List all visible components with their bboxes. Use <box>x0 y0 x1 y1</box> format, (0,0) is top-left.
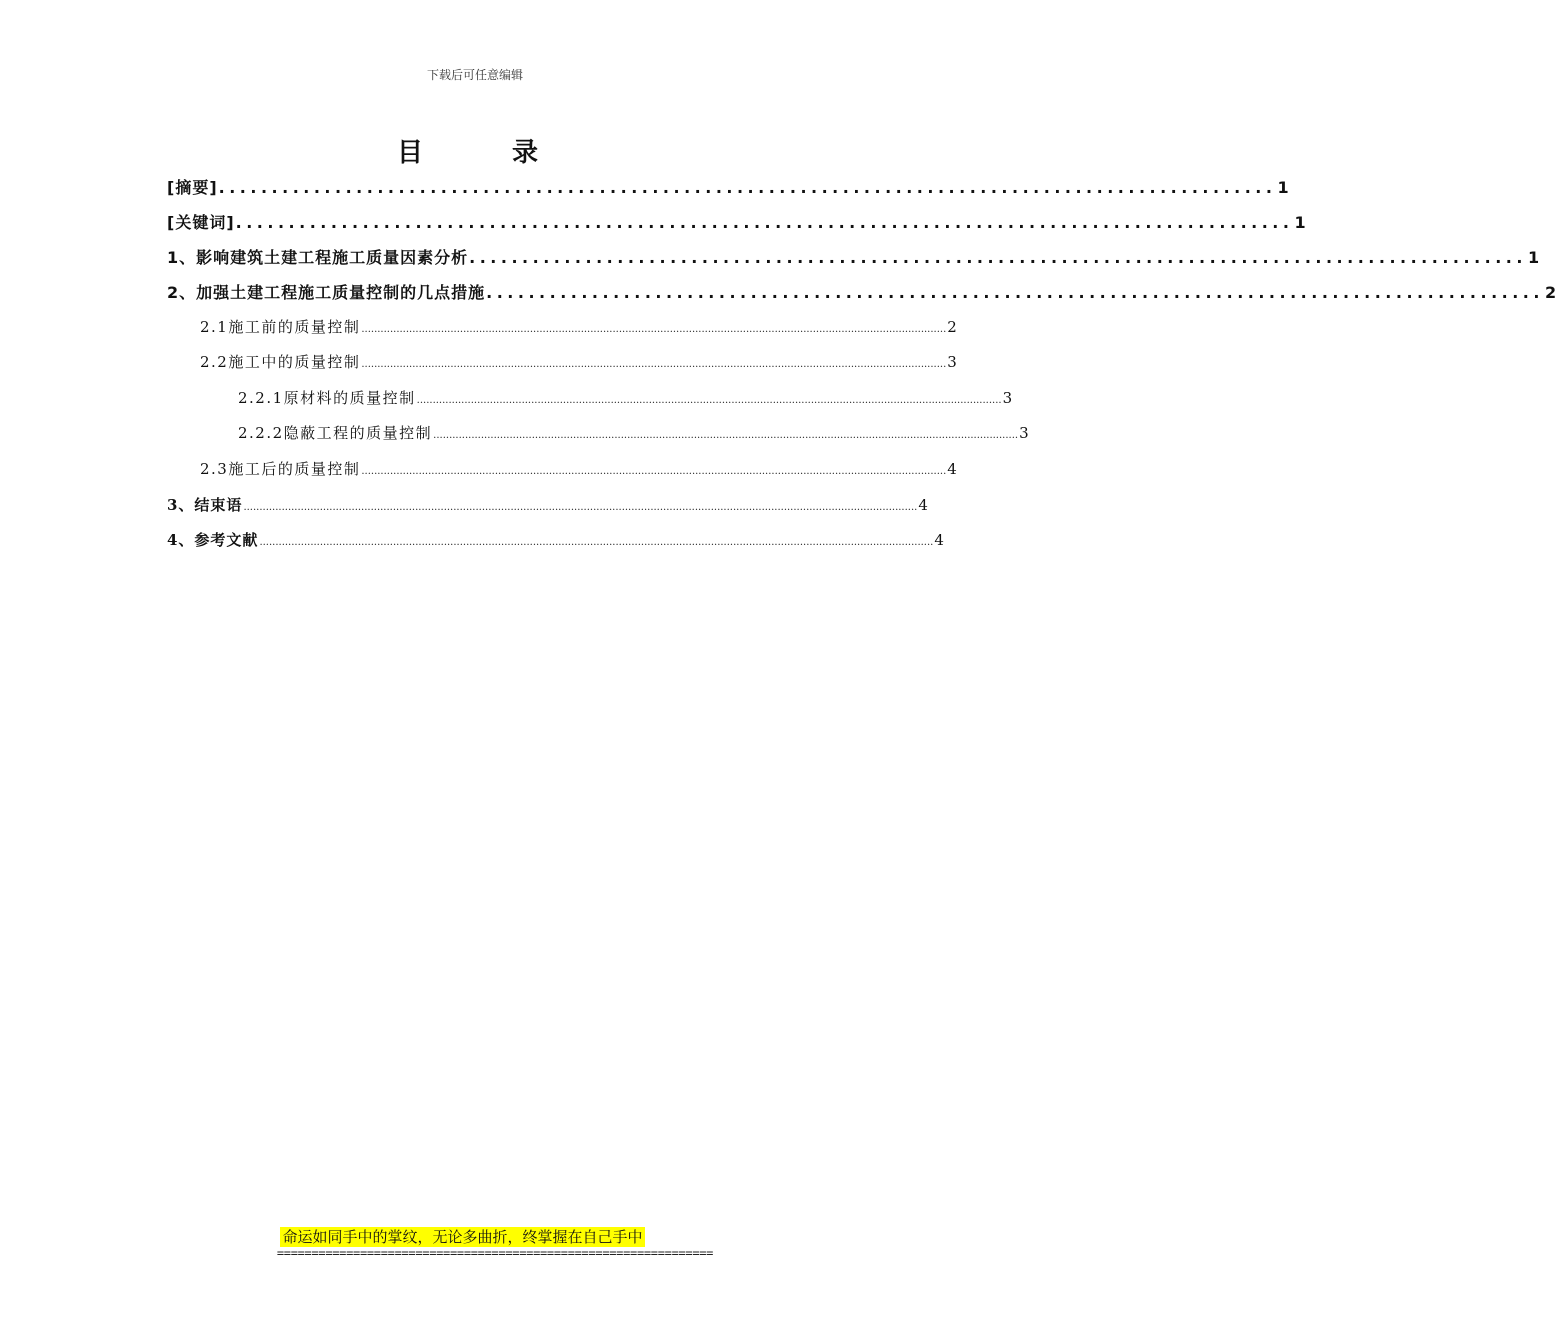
footer-motto <box>0 1226 925 1247</box>
toc-entry-section-2-1[interactable] <box>200 316 959 337</box>
footer-rule: =============================================================== <box>276 1246 714 1260</box>
toc-entry-page: 3 <box>947 353 959 371</box>
toc-entry-abstract[interactable] <box>167 175 1290 198</box>
toc-entry-section-2[interactable] <box>167 280 1557 303</box>
toc-entry-page: 2 <box>947 318 959 336</box>
toc-entry-page: 2 <box>1544 283 1557 302</box>
toc-entry-section-2-2-2[interactable] <box>238 422 1031 443</box>
dot-leader: ........................................................................................................................................................................................ <box>361 359 947 370</box>
toc-entry-label: 2.1施工前的质量控制 <box>200 318 361 336</box>
toc-entry-section-2-2[interactable] <box>200 351 959 372</box>
toc-entry-label: [关键词] <box>167 213 235 232</box>
toc-entry-label: 4、参考文献 <box>167 531 259 549</box>
toc-entry-section-2-3[interactable] <box>200 458 959 479</box>
dot-leader: .................................................................................................... <box>218 178 1277 197</box>
toc-entry-label: 2.3施工后的质量控制 <box>200 460 361 478</box>
dot-leader: ........................................................................................................................................................................................ <box>433 430 1019 441</box>
dot-leader: .................................................................................................... <box>469 248 1527 267</box>
toc-entry-section-3[interactable] <box>167 494 929 515</box>
dot-leader: ........................................................................................................................................................................................ <box>361 324 947 335</box>
toc-entry-page: 1 <box>1527 248 1541 267</box>
toc-entry-section-4[interactable] <box>167 529 945 550</box>
toc-entry-label: [摘要] <box>167 178 218 197</box>
toc-entry-label: 3、结束语 <box>167 496 243 514</box>
footer-motto-text: 命运如同手中的掌纹，无论多曲折，终掌握在自己手中 <box>282 1228 643 1246</box>
toc-entry-keywords[interactable] <box>167 210 1307 233</box>
toc-entry-page: 1 <box>1277 178 1290 197</box>
dot-leader: ........................................................................................................................................................................................ <box>416 395 1002 406</box>
toc-entry-section-1[interactable] <box>167 245 1541 268</box>
dot-leader: .................................................................................................................................................................................................................... <box>243 502 918 513</box>
header-note: 下载后可任意编辑 <box>426 68 523 82</box>
toc-title: 目 录 <box>396 138 579 168</box>
toc-entry-label: 1、影响建筑土建工程施工质量因素分析 <box>167 248 469 267</box>
toc-entry-label: 2.2.2隐蔽工程的质量控制 <box>238 424 433 442</box>
toc-entry-label: 2.2施工中的质量控制 <box>200 353 361 371</box>
toc-entry-page: 1 <box>1294 213 1307 232</box>
toc-entry-page: 4 <box>918 496 929 514</box>
toc-entry-page: 3 <box>1002 389 1014 407</box>
toc-entry-page: 4 <box>947 460 959 478</box>
toc-entry-page: 3 <box>1019 424 1031 442</box>
dot-leader: .................................................................................................... <box>486 283 1544 302</box>
dot-leader: .................................................................................................................................................................................................................... <box>259 537 934 548</box>
toc-entry-label: 2.2.1原材料的质量控制 <box>238 389 416 407</box>
dot-leader: ........................................................................................................................................................................................ <box>361 466 947 477</box>
toc-entry-page: 4 <box>934 531 945 549</box>
toc-entry-label: 2、加强土建工程施工质量控制的几点措施 <box>167 283 486 302</box>
dot-leader: .................................................................................................... <box>235 213 1294 232</box>
toc-entry-section-2-2-1[interactable] <box>238 387 1014 408</box>
